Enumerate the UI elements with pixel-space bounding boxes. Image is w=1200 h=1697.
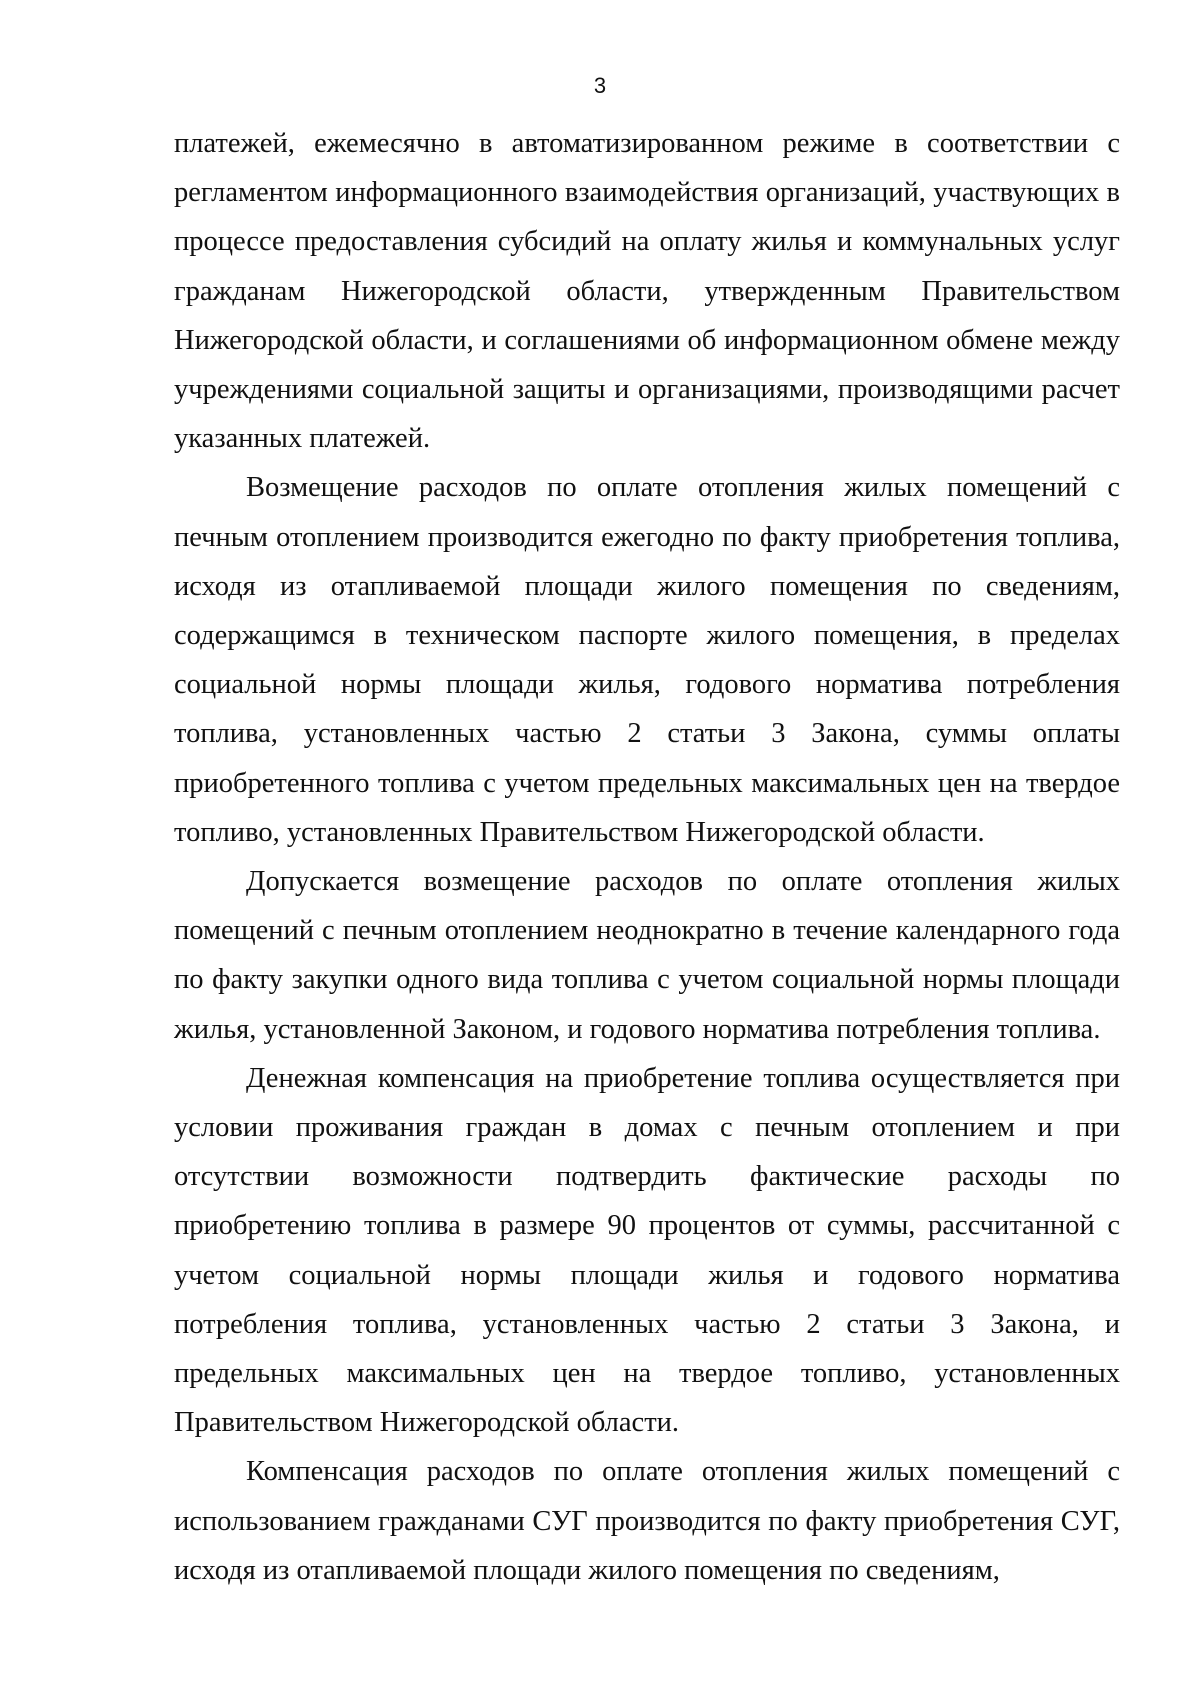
document-body (174, 119, 1120, 1595)
paragraph-cash-compensation: Денежная компенсация на приобретение топлива осуществляется при условии проживания граждан в домах с печным отоплением и при отсутствии возможности подтвердить фактические расходы по приобретению топлива в размере 90 процентов от суммы, рассчитанной с учетом социальной нормы площади жилья и годового норматива потребления топлива, установленных частью 2 статьи 3 Закона, и предельных максимальных цен на твердое топливо, установленных Правительством Нижегородской области. (174, 1062, 1120, 1439)
paragraph-repeated-reimbursement: Допускается возмещение расходов по оплате отопления жилых помещений с печным отоплением неоднократно в течение календарного года по факту закупки одного вида топлива с учетом социальной нормы площади жилья, установленной Законом, и годового норматива потребления топлива. (174, 866, 1120, 1045)
page-number: 3 (593, 73, 607, 98)
paragraph-continuation: платежей, ежемесячно в автоматизированном режиме в соответствии с регламентом информационного взаимодействия организаций, участвующих в процессе предоставления субсидий на оплату жилья и коммунальных услуг гражданам Нижегородской области, утвержденным Правительством Нижегородской области, и соглашениями об информационном обмене между учреждениями социальной защиты и организациями, производящими расчет указанных платежей. (174, 128, 1120, 455)
paragraph-lpg-compensation: Компенсация расходов по оплате отопления жилых помещений с использованием гражданами СУГ производится по факту приобретения СУГ, исходя из отапливаемой площади жилого помещения по сведениям, (174, 1456, 1120, 1586)
paragraph-heating-reimbursement: Возмещение расходов по оплате отопления жилых помещений с печным отоплением производится ежегодно по факту приобретения топлива, исходя из отапливаемой площади жилого помещения по сведениям, содержащимся в техническом паспорте жилого помещения, в пределах социальной нормы площади жилья, годового норматива потребления топлива, установленных частью 2 статьи 3 Закона, суммы оплаты приобретенного топлива с учетом предельных максимальных цен на твердое топливо, установленных Правительством Нижегородской области. (174, 472, 1120, 848)
